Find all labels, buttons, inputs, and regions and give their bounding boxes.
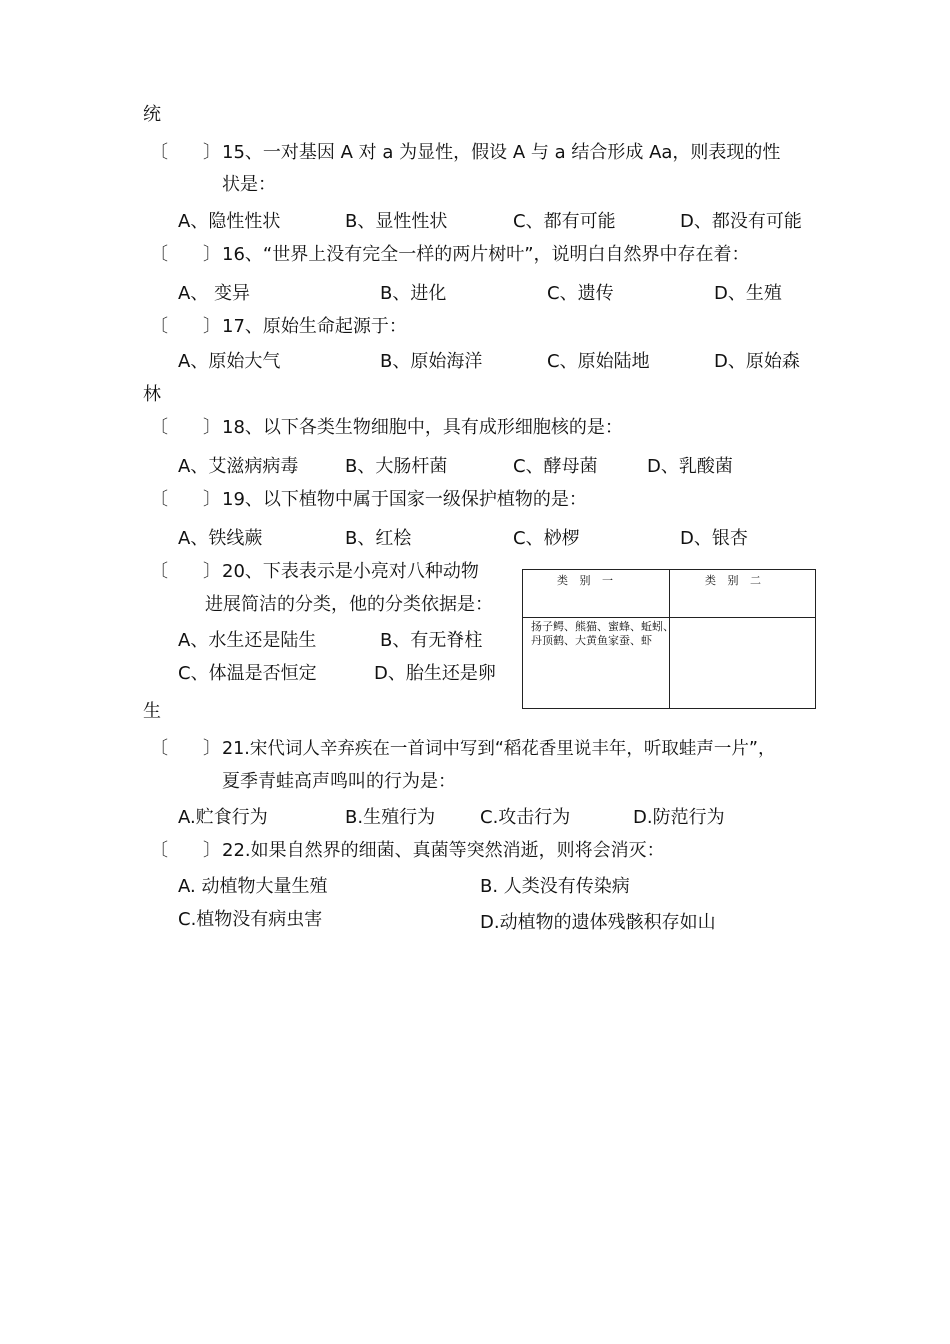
question-20-stem-cont: 进展简洁的分类，他的分类依据是： bbox=[205, 594, 493, 615]
question-16-option-d: D、生殖 bbox=[714, 283, 782, 304]
question-18-option-c: C、酵母菌 bbox=[513, 456, 598, 477]
question-20-option-d: D、胎生还是卵 bbox=[374, 663, 496, 684]
answer-bracket-close: 〕 bbox=[203, 244, 221, 265]
answer-bracket-open[interactable]: 〔 bbox=[150, 738, 168, 759]
table-header-category-1: 类 别 一 bbox=[557, 574, 617, 587]
question-17-option-b: B、原始海洋 bbox=[380, 351, 483, 372]
question-22-stem: 22.如果自然界的细菌、真菌等突然消逝，则将会消灭： bbox=[222, 840, 665, 861]
table-header-category-2: 类 别 二 bbox=[705, 574, 765, 587]
question-15-option-a: A、隐性性状 bbox=[178, 211, 281, 232]
answer-bracket-open[interactable]: 〔 bbox=[150, 489, 168, 510]
answer-bracket-open[interactable]: 〔 bbox=[150, 244, 168, 265]
question-21-stem-cont: 夏季青蛙高声鸣叫的行为是： bbox=[222, 771, 456, 792]
answer-bracket-open[interactable]: 〔 bbox=[150, 840, 168, 861]
question-18-option-a: A、艾滋病病毒 bbox=[178, 456, 299, 477]
question-16-option-b: B、进化 bbox=[380, 283, 447, 304]
question-21-option-d: D.防范行为 bbox=[633, 807, 725, 828]
question-16-option-a: A、 变异 bbox=[178, 283, 251, 304]
question-18-option-b: B、大肠杆菌 bbox=[345, 456, 448, 477]
answer-bracket-close: 〕 bbox=[203, 489, 221, 510]
question-17-stem: 17、原始生命起源于： bbox=[222, 316, 407, 337]
answer-bracket-close: 〕 bbox=[203, 738, 221, 759]
question-22-option-d: D.动植物的遗体残骸积存如山 bbox=[480, 912, 716, 933]
question-15-option-c: C、都有可能 bbox=[513, 211, 616, 232]
question-19-stem: 19、以下植物中属于国家一级保护植物的是： bbox=[222, 489, 587, 510]
table-divider-horizontal bbox=[523, 617, 815, 618]
question-20-option-c: C、体温是否恒定 bbox=[178, 663, 317, 684]
question-20-option-a: A、水生还是陆生 bbox=[178, 630, 317, 651]
question-15-stem: 15、一对基因 A 对 a 为显性，假设 A 与 a 结合形成 Aa，则表现的性 bbox=[222, 142, 781, 163]
answer-bracket-open[interactable]: 〔 bbox=[150, 142, 168, 163]
question-21-option-b: B.生殖行为 bbox=[345, 807, 436, 828]
question-15-stem-cont: 状是： bbox=[222, 174, 276, 195]
question-19-option-a: A、铁线蕨 bbox=[178, 528, 263, 549]
question-21-stem: 21.宋代词人辛弃疾在一首词中写到“稻花香里说丰年，听取蛙声一片”， bbox=[222, 739, 776, 759]
question-22-option-c: C.植物没有病虫害 bbox=[178, 909, 323, 930]
question-22-option-a: A. 动植物大量生殖 bbox=[178, 876, 328, 897]
question-16-option-c: C、遗传 bbox=[547, 283, 614, 304]
question-19-option-c: C、桫椤 bbox=[513, 528, 580, 549]
question-21-option-a: A.贮食行为 bbox=[178, 807, 268, 828]
wrapped-text: 生 bbox=[143, 701, 161, 722]
answer-bracket-open[interactable]: 〔 bbox=[150, 316, 168, 337]
question-17-option-c: C、原始陆地 bbox=[547, 351, 650, 372]
question-16-stem: 16、“世界上没有完全一样的两片树叶”，说明白自然界中存在着： bbox=[222, 244, 750, 265]
classification-table bbox=[522, 569, 816, 709]
wrapped-text: 统 bbox=[143, 104, 161, 125]
answer-bracket-close: 〕 bbox=[203, 316, 221, 337]
answer-bracket-close: 〕 bbox=[203, 561, 221, 582]
answer-bracket-close: 〕 bbox=[203, 840, 221, 861]
wrapped-text: 林 bbox=[143, 384, 161, 405]
table-cell-category-1: 扬子鳄、熊猫、蜜蜂、蚯蚓、丹顶鹤、大黄鱼家蚕、虾 bbox=[531, 620, 674, 647]
question-20-stem: 20、下表表示是小亮对八种动物 bbox=[222, 561, 479, 582]
answer-bracket-close: 〕 bbox=[203, 417, 221, 438]
question-19-option-b: B、红桧 bbox=[345, 528, 412, 549]
answer-bracket-open[interactable]: 〔 bbox=[150, 561, 168, 582]
answer-bracket-open[interactable]: 〔 bbox=[150, 417, 168, 438]
question-18-option-d: D、乳酸菌 bbox=[647, 456, 733, 477]
question-17-option-d: D、原始森 bbox=[714, 351, 800, 372]
answer-bracket-close: 〕 bbox=[203, 142, 221, 163]
question-21-option-c: C.攻击行为 bbox=[480, 807, 571, 828]
question-18-stem: 18、以下各类生物细胞中，具有成形细胞核的是： bbox=[222, 417, 623, 438]
question-15-option-b: B、显性性状 bbox=[345, 211, 448, 232]
question-19-option-d: D、银杏 bbox=[680, 528, 748, 549]
question-22-option-b: B. 人类没有传染病 bbox=[480, 876, 630, 897]
question-15-option-d: D、都没有可能 bbox=[680, 211, 802, 232]
question-20-option-b: B、有无脊柱 bbox=[380, 630, 483, 651]
question-17-option-a: A、原始大气 bbox=[178, 351, 281, 372]
